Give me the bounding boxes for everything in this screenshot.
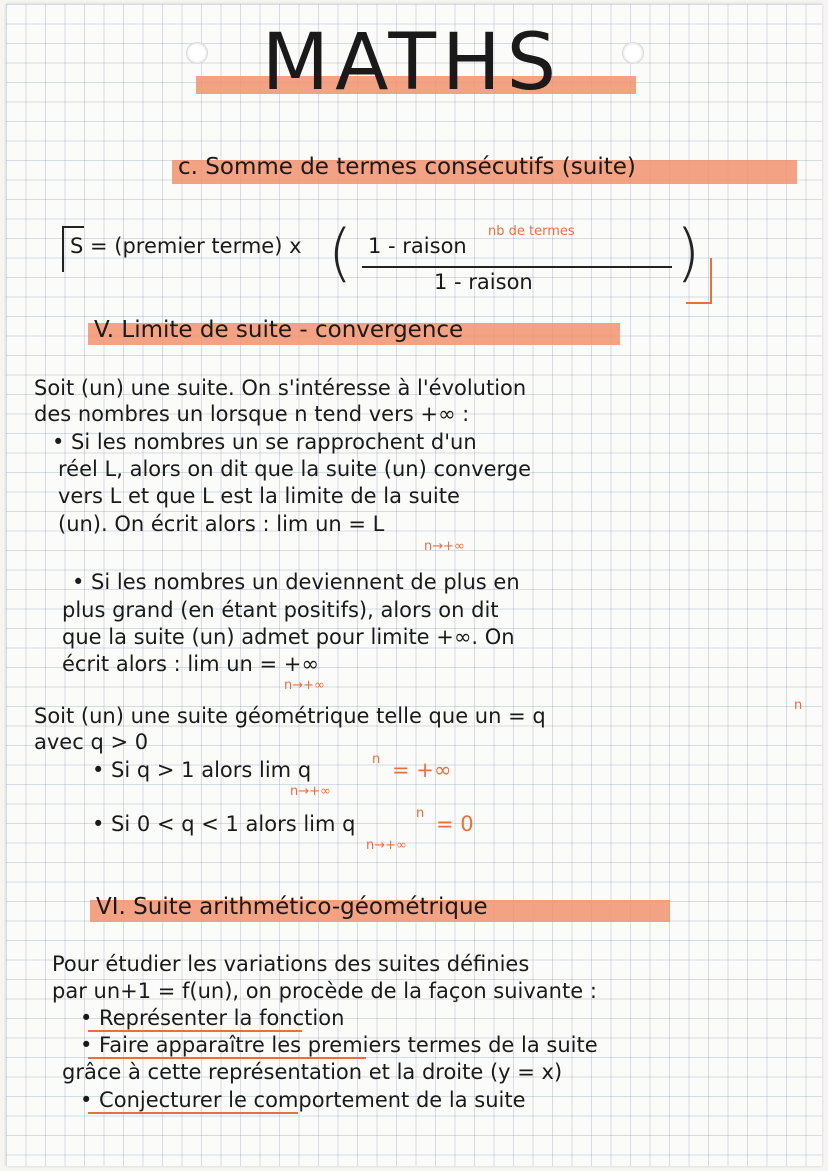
formula-denominator: 1 - raison bbox=[434, 270, 533, 294]
text-line: des nombres un lorsque n tend vers +∞ : bbox=[34, 402, 470, 426]
text-line: • Représenter la fonction bbox=[80, 1006, 345, 1030]
formula-bracket-right bbox=[710, 258, 712, 304]
fraction-bar bbox=[362, 266, 672, 268]
text-line: réel L, alors on dit que la suite (un) converge bbox=[58, 457, 532, 481]
limit-subscript: n→+∞ bbox=[366, 838, 407, 853]
sum-formula bbox=[62, 216, 712, 304]
text-line: • Si les nombres un se rapprochent d'un bbox=[52, 430, 477, 454]
formula-bracket-top bbox=[62, 226, 84, 228]
exponent: n bbox=[372, 752, 381, 767]
text-line: plus grand (en étant positifs), alors on dit bbox=[62, 598, 499, 622]
formula-paren-open: ( bbox=[328, 216, 353, 289]
text-line: Soit (un) une suite géométrique telle que un = q bbox=[34, 704, 546, 728]
text-line: que la suite (un) admet pour limite +∞. On bbox=[62, 625, 515, 649]
text-line: • Si q > 1 alors lim q bbox=[92, 758, 312, 782]
formula-paren-close: ) bbox=[676, 216, 701, 289]
text-line: (un). On écrit alors : lim un = L bbox=[58, 512, 385, 536]
formula-numerator: 1 - raison bbox=[368, 234, 467, 258]
limit-value: = +∞ bbox=[392, 758, 452, 782]
exponent: n bbox=[794, 698, 803, 713]
section-v-heading: V. Limite de suite - convergence bbox=[94, 317, 464, 343]
formula-lhs: S = (premier terme) x bbox=[70, 234, 302, 258]
notebook-page bbox=[6, 4, 822, 1166]
page-title: MATHS bbox=[261, 18, 563, 108]
formula-exponent: nb de termes bbox=[488, 224, 575, 239]
section-c-heading: c. Somme de termes consécutifs (suite) bbox=[178, 154, 636, 180]
binder-hole-left bbox=[186, 42, 208, 64]
underline bbox=[88, 1112, 298, 1114]
text-line: par un+1 = f(un), on procède de la façon suivante : bbox=[52, 979, 597, 1003]
exponent: n bbox=[416, 806, 425, 821]
text-line: grâce à cette représentation et la droite (y = x) bbox=[62, 1060, 563, 1084]
binder-hole-right bbox=[622, 42, 644, 64]
limit-subscript: n→+∞ bbox=[284, 678, 325, 693]
text-line: • Si 0 < q < 1 alors lim q bbox=[92, 812, 356, 836]
text-line: écrit alors : lim un = +∞ bbox=[62, 652, 319, 676]
text-line: Soit (un) une suite. On s'intéresse à l'évolution bbox=[34, 376, 527, 400]
formula-bracket-bottom bbox=[686, 302, 712, 304]
limit-value: = 0 bbox=[436, 812, 474, 836]
limit-subscript: n→+∞ bbox=[424, 539, 465, 554]
text-line: • Faire apparaître les premiers termes de la suite bbox=[80, 1033, 598, 1057]
text-line: vers L et que L est la limite de la suite bbox=[58, 484, 460, 508]
underline bbox=[88, 1057, 366, 1059]
limit-subscript: n→+∞ bbox=[290, 784, 331, 799]
text-line: Pour étudier les variations des suites définies bbox=[52, 952, 530, 976]
formula-bracket-left bbox=[62, 226, 64, 272]
underline bbox=[88, 1030, 302, 1032]
text-line: avec q > 0 bbox=[34, 730, 149, 754]
text-line: • Si les nombres un deviennent de plus en bbox=[72, 570, 520, 594]
section-vi-heading: VI. Suite arithmético-géométrique bbox=[96, 894, 488, 920]
text-line: • Conjecturer le comportement de la suite bbox=[80, 1088, 526, 1112]
